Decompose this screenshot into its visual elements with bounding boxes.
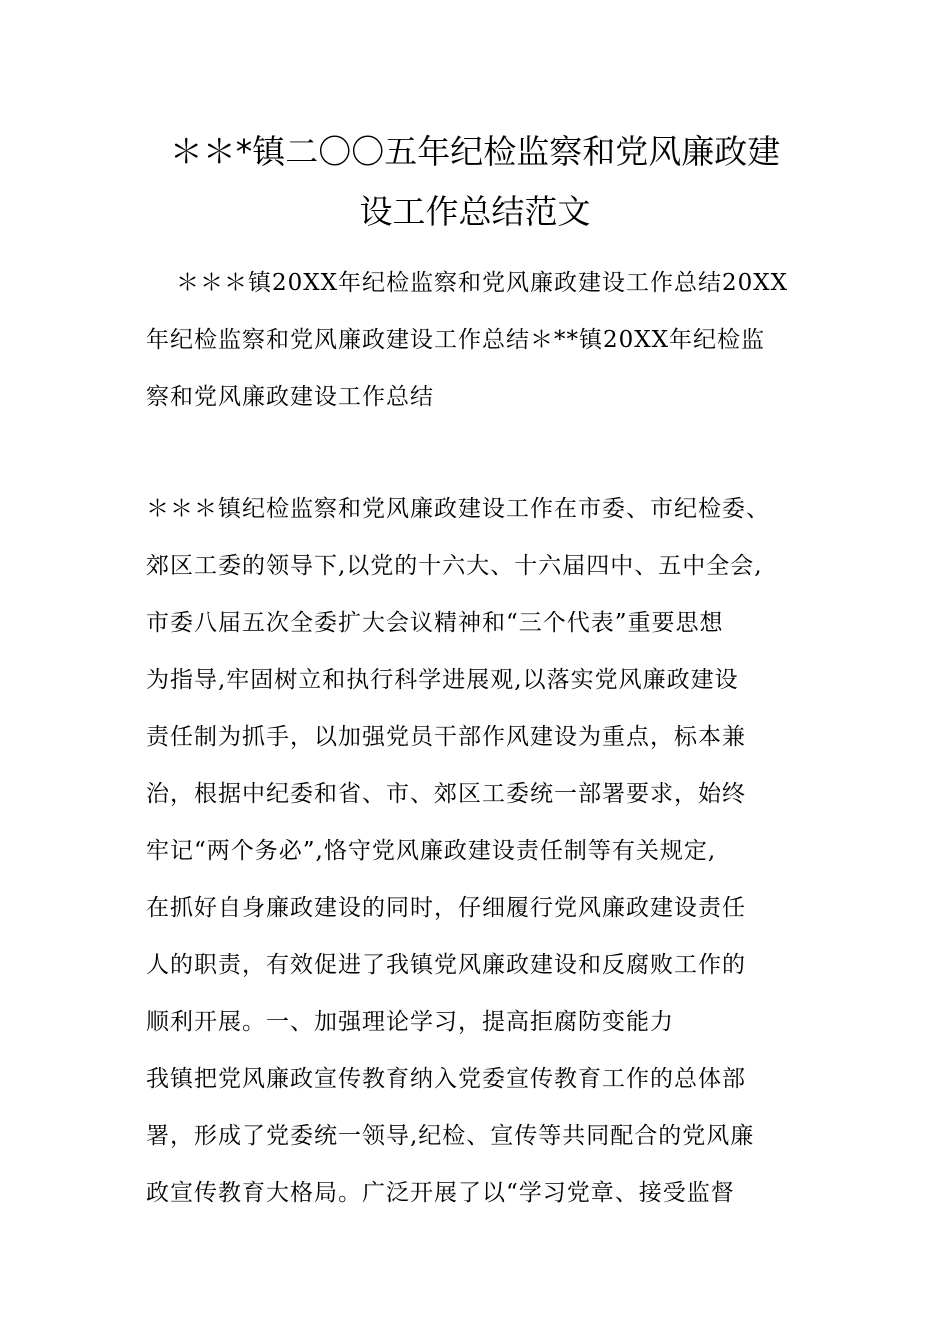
text-line: 察和党风廉政建设工作总结 [146, 384, 434, 410]
text-line: ＊＊＊镇20XX年纪检监察和党风廉政建设工作总结20XX [176, 270, 789, 296]
text-line: 署，形成了党委统一领导,纪检、宣传等共同配合的党风廉 [146, 1123, 755, 1149]
text-line: 我镇把党风廉政宣传教育纳入党委宣传教育工作的总体部 [146, 1066, 746, 1092]
text-line: 责任制为抓手，以加强党员干部作风建设为重点，标本兼 [146, 724, 746, 750]
body-paragraph [146, 481, 810, 1222]
text-line: 牢记“两个务必”,恪守党风廉政建设责任制等有关规定, [146, 838, 717, 864]
text-line: ＊＊＊镇纪检监察和党风廉政建设工作在市委、市纪检委、 [146, 496, 770, 522]
intro-paragraph [146, 255, 810, 426]
text-line: 市委八届五次全委扩大会议精神和“三个代表”重要思想 [146, 610, 724, 636]
title-line: 设工作总结范文 [359, 192, 591, 231]
title-line: ＊＊*镇二〇〇五年纪检监察和党风廉政建 [169, 132, 781, 171]
text-line: 郊区工委的领导下,以党的十六大、十六届四中、五中全会, [146, 553, 763, 579]
text-line: 政宣传教育大格局。广泛开展了以“学习党章、接受监督 [146, 1180, 735, 1206]
document-title [140, 122, 810, 242]
text-line: 在抓好自身廉政建设的同时，仔细履行党风廉政建设责任 [146, 895, 746, 921]
text-line: 为指导,牢固树立和执行科学进展观,以落实党风廉政建设 [146, 667, 739, 693]
text-line: 治，根据中纪委和省、市、郊区工委统一部署要求，始终 [146, 781, 746, 807]
text-line: 人的职责，有效促进了我镇党风廉政建设和反腐败工作的 [146, 952, 746, 978]
text-line: 年纪检监察和党风廉政建设工作总结＊**镇20XX年纪检监 [146, 327, 766, 353]
text-line: 顺利开展。一、加强理论学习，提高拒腐防变能力 [146, 1009, 674, 1035]
